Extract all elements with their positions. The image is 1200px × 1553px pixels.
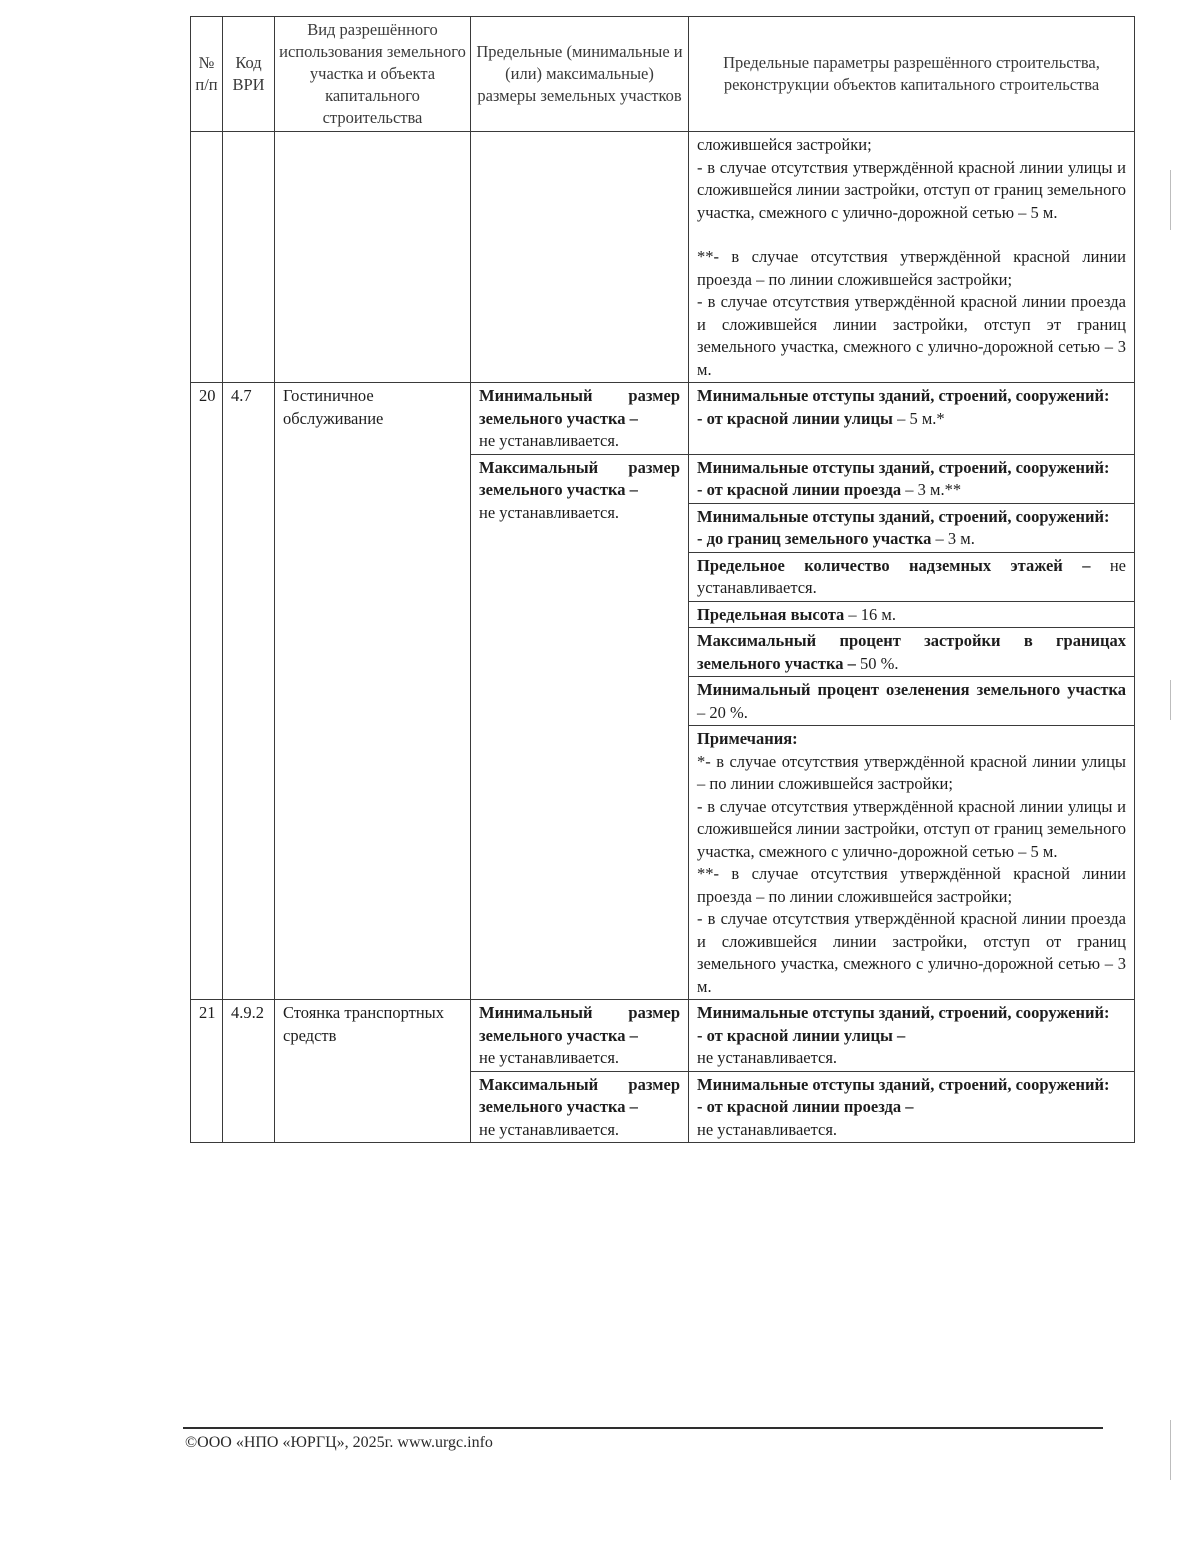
- row-code: 4.7: [223, 383, 275, 1000]
- max-size-cell: Максимальный размер земельного участка – не устанавливается.: [471, 454, 689, 1000]
- param-cell: Минимальный процент озеленения земельного участка – 20 %.: [689, 677, 1135, 726]
- param-cell: Минимальные отступы зданий, строений, сооружений: - до границ земельного участка – 3 м.: [689, 503, 1135, 552]
- table-header-row: [191, 17, 1135, 132]
- row-number: 21: [191, 1000, 223, 1143]
- header-params: Предельные параметры разрешённого строительства, реконструкции объектов капитального строительства: [689, 17, 1135, 132]
- param-cell: Минимальные отступы зданий, строений, сооружений: - от красной линии проезда – 3 м.**: [689, 454, 1135, 503]
- param-cell: Предельная высота – 16 м.: [689, 601, 1135, 628]
- scan-artifact: [1170, 680, 1171, 720]
- footer-copyright: ©ООО «НПО «ЮРГЦ», 2025г. www.urgc.info: [185, 1434, 493, 1451]
- param-cell: Минимальные отступы зданий, строений, сооружений: - от красной линии проезда – не устанавливается.: [689, 1071, 1135, 1143]
- text-line: - в случае отсутствия утверждённой красной линии улицы и сложившейся линии застройки, отступ от границ земельного участка, смежного с улично-дорожной сетью – 5 м.: [697, 796, 1126, 861]
- notes-title: Примечания:: [697, 729, 798, 748]
- text-line: **- в случае отсутствия утверждённой красной линии проезда – по линии сложившейся застройки;: [697, 247, 1126, 289]
- header-size: Предельные (минимальные и (или) максимальные) размеры земельных участков: [471, 17, 689, 132]
- text-line: - в случае отсутствия утверждённой красной линии улицы и сложившейся линии застройки, отступ от границ земельного участка, смежного с улично-дорожной сетью – 5 м.: [697, 157, 1126, 222]
- text-line: - в случае отсутствия утверждённой красной линии проезда и сложившейся линии застройки, отступ от границ земельного участка, смежного с улично-дорожной сетью – 3 м.: [697, 909, 1126, 996]
- text-line: **- в случае отсутствия утверждённой красной линии проезда – по линии сложившейся застройки;: [697, 864, 1126, 906]
- row-number: 20: [191, 383, 223, 1000]
- regulations-table: [190, 16, 1135, 1143]
- text-line: *- в случае отсутствия утверждённой красной линии улицы – по линии сложившейся застройки;: [697, 751, 1126, 793]
- param-cell: Максимальный процент застройки в границах земельного участка – 50 %.: [689, 628, 1135, 677]
- max-size-cell: Максимальный размер земельного участка – не устанавливается.: [471, 1071, 689, 1143]
- scan-artifact: [1170, 1420, 1171, 1480]
- min-size-cell: Минимальный размер земельного участка – не устанавливается.: [471, 383, 689, 455]
- min-size-cell: Минимальный размер земельного участка – не устанавливается.: [471, 1000, 689, 1072]
- table-row-20: [191, 383, 1135, 455]
- header-num: № п/п: [191, 17, 223, 132]
- table-row-21: [191, 1000, 1135, 1072]
- table-row-continuation: [191, 132, 1135, 383]
- scan-artifact: [1170, 170, 1171, 230]
- param-cell: Минимальные отступы зданий, строений, сооружений: - от красной линии улицы – 5 м.*: [689, 383, 1135, 455]
- header-code: Код ВРИ: [223, 17, 275, 132]
- continuation-cell: [689, 132, 1135, 383]
- param-cell: Предельное количество надземных этажей – не устанавливается.: [689, 552, 1135, 601]
- param-cell: Минимальные отступы зданий, строений, сооружений: - от красной линии улицы – не устанавливается.: [689, 1000, 1135, 1072]
- row-name: Стоянка транспортных средств: [275, 1000, 471, 1143]
- notes-cell: [689, 726, 1135, 1000]
- row-name: Гостиничное обслуживание: [275, 383, 471, 1000]
- header-type: Вид разрешённого использования земельного участка и объекта капитального строительства: [275, 17, 471, 132]
- text-line: - в случае отсутствия утверждённой красной линии проезда и сложившейся линии застройки, отступ эт границ земельного участка, смежного с улично-дорожной сетью – 3 м.: [697, 292, 1126, 379]
- row-code: 4.9.2: [223, 1000, 275, 1143]
- footer-divider: [183, 1427, 1103, 1429]
- text-line: сложившейся застройки;: [697, 135, 872, 154]
